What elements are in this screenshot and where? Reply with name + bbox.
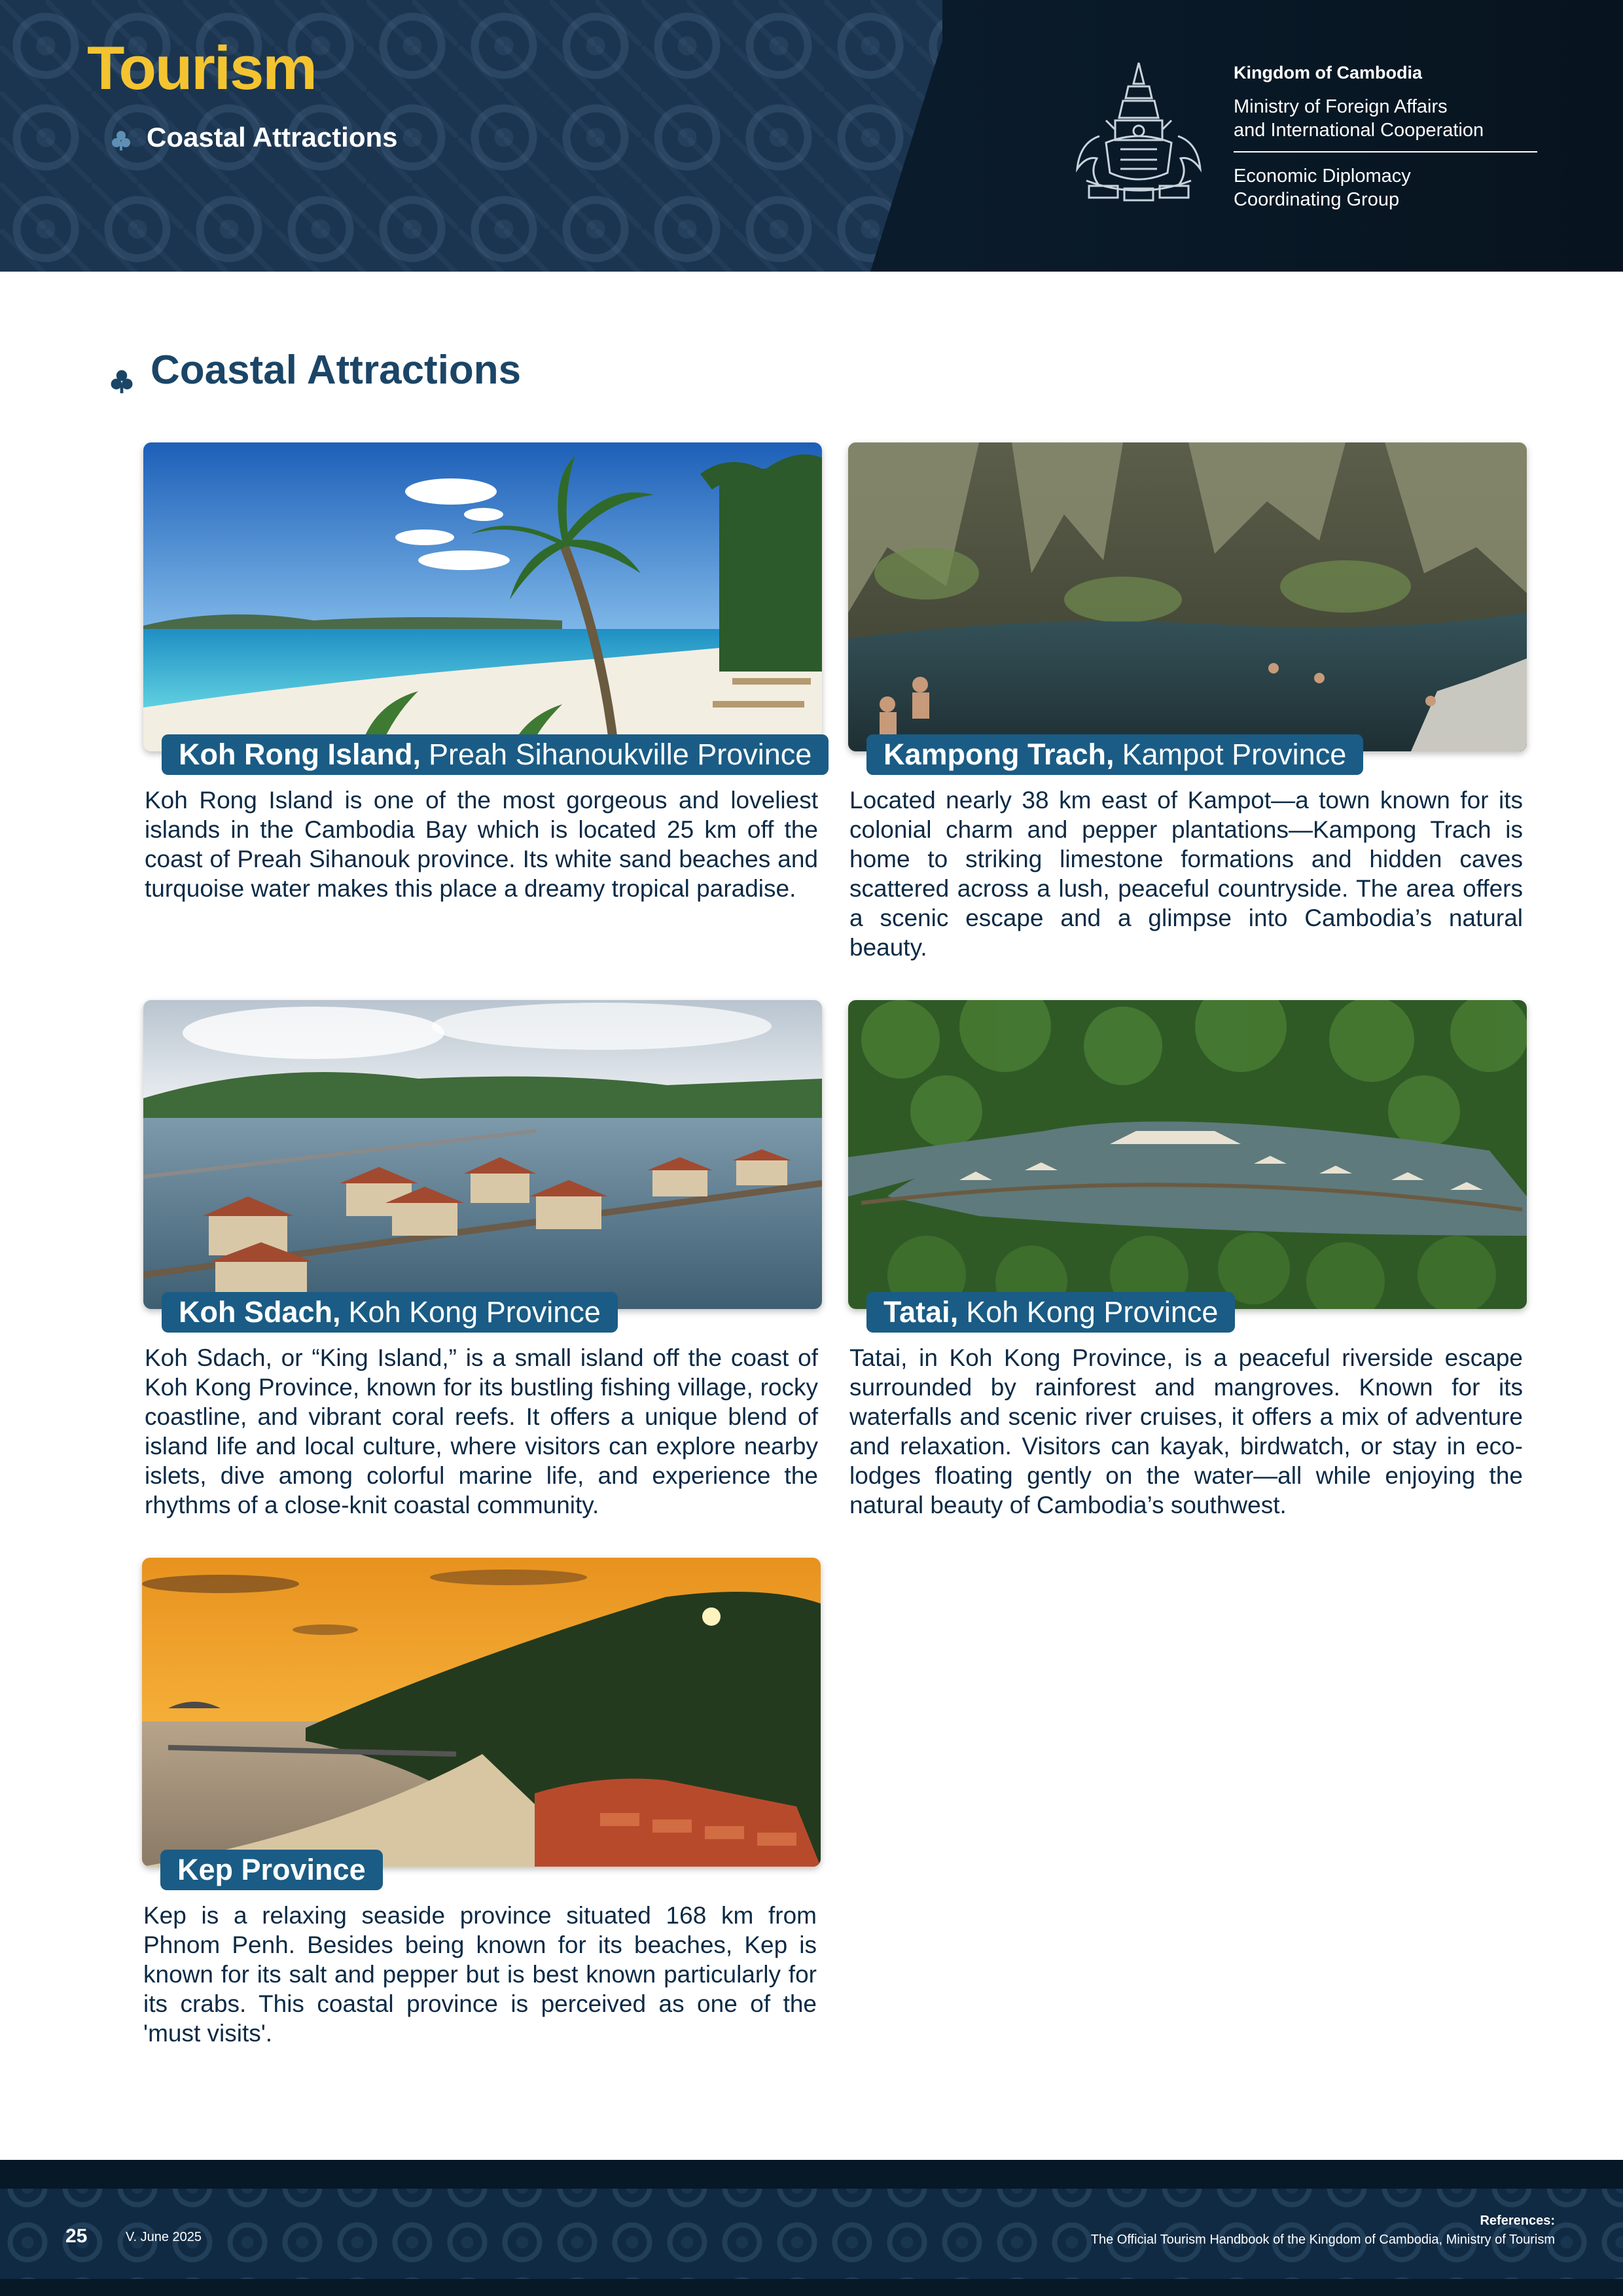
attraction-description: Koh Sdach, or “King Island,” is a small island off the coast of Koh Kong Province, known for its bustling fishing village, rocky coastline, and vibrant coral reefs. It offers a unique blend of island life and local culture, where visitors can explore nearby islets, dive among colorful marine life, and experience the rhythms of a close-knit coastal community.: [145, 1344, 818, 1518]
attraction-description: Tatai, in Koh Kong Province, is a peaceful riverside escape surrounded by rainforest and mangroves. Known for its waterfalls and scenic river cruises, it offers a mix of adventure and relaxation. Visitors can kayak, birdwatch, or stay in eco-lodges floating gently on the water—all while enjoying the natural beauty of Cambodia’s southwest.: [849, 1344, 1523, 1518]
attraction-province: Koh Kong Province: [348, 1295, 601, 1329]
page-header: [0, 0, 1623, 272]
attraction-name: Tatai,: [883, 1295, 959, 1329]
attraction-card-kep: [142, 1558, 821, 2048]
attraction-province: Preah Sihanoukville Province: [428, 738, 812, 771]
group-line-1: Economic Diplomacy: [1234, 166, 1411, 187]
trefoil-icon: [109, 357, 135, 384]
koh-rong-photo: [143, 442, 822, 751]
version-label: V. June 2025: [126, 2230, 202, 2244]
attraction-caption: [160, 1850, 383, 1890]
page-footer: [0, 2160, 1623, 2296]
kampong-trach-photo: [848, 442, 1527, 751]
header-subtitle-text: Coastal Attractions: [147, 122, 398, 152]
attraction-name: Koh Rong Island,: [179, 738, 421, 771]
header-subtitle: [110, 122, 398, 153]
ministry-line-1: Ministry of Foreign Affairs: [1234, 96, 1448, 117]
footer-top-band: [0, 2160, 1623, 2189]
attraction-province: Kampot Province: [1122, 738, 1347, 771]
attraction-description: Located nearly 38 km east of Kampot—a town known for its colonial charm and pepper plantations—Kampong Trach is home to striking limestone formations and hidden caves scattered across a lush, peaceful countryside. The area offers a scenic escape and a glimpse into Cambodia’s natural beauty.: [849, 787, 1523, 961]
attraction-card-koh-sdach: [143, 1000, 822, 1520]
attraction-name: Kampong Trach,: [883, 738, 1115, 771]
attraction-description: Kep is a relaxing seaside province situated 168 km from Phnom Penh. Besides being known for its beaches, Kep is known for its salt and pepper but is best known particularly for its crabs. This coastal province is perceived as one of the 'must visits'.: [143, 1902, 817, 2047]
attraction-card-koh-rong: [143, 442, 822, 903]
kep-photo: [142, 1558, 821, 1867]
attraction-card-tatai: [848, 1000, 1527, 1520]
attraction-caption: [866, 734, 1363, 775]
royal-emblem-icon: [1060, 58, 1217, 208]
tatai-photo: [848, 1000, 1527, 1309]
attraction-caption: [866, 1292, 1235, 1333]
section-heading: [109, 347, 521, 393]
koh-sdach-photo: [143, 1000, 822, 1309]
attraction-name: Kep Province: [177, 1853, 366, 1886]
ministry-divider: [1234, 151, 1537, 152]
ministry-line-2: and International Cooperation: [1234, 120, 1484, 141]
ministry-info: [1234, 63, 1537, 211]
kingdom-label: Kingdom of Cambodia: [1234, 63, 1422, 82]
attraction-name: Koh Sdach,: [179, 1295, 341, 1329]
references-text: The Official Tourism Handbook of the Kingdom of Cambodia, Ministry of Tourism: [1090, 2233, 1555, 2247]
page-number: 25: [65, 2225, 88, 2247]
attraction-caption: [162, 1292, 618, 1333]
references-label: References:: [1480, 2214, 1555, 2228]
attraction-caption: [162, 734, 829, 775]
section-heading-text: Coastal Attractions: [151, 348, 522, 393]
trefoil-icon: [110, 126, 132, 149]
page-title: Tourism: [87, 33, 316, 102]
footer-bottom-band: [0, 2279, 1623, 2296]
references: [1091, 2214, 1555, 2248]
group-line-2: Coordinating Group: [1234, 189, 1400, 210]
attraction-card-kampong-trach: [848, 442, 1527, 962]
attraction-description: Koh Rong Island is one of the most gorgeous and loveliest islands in the Cambodia Bay which is located 25 km off the coast of Preah Sihanouk province. Its white sand beaches and turquoise water makes this place a dreamy tropical paradise.: [145, 787, 818, 902]
attraction-province: Koh Kong Province: [966, 1295, 1219, 1329]
